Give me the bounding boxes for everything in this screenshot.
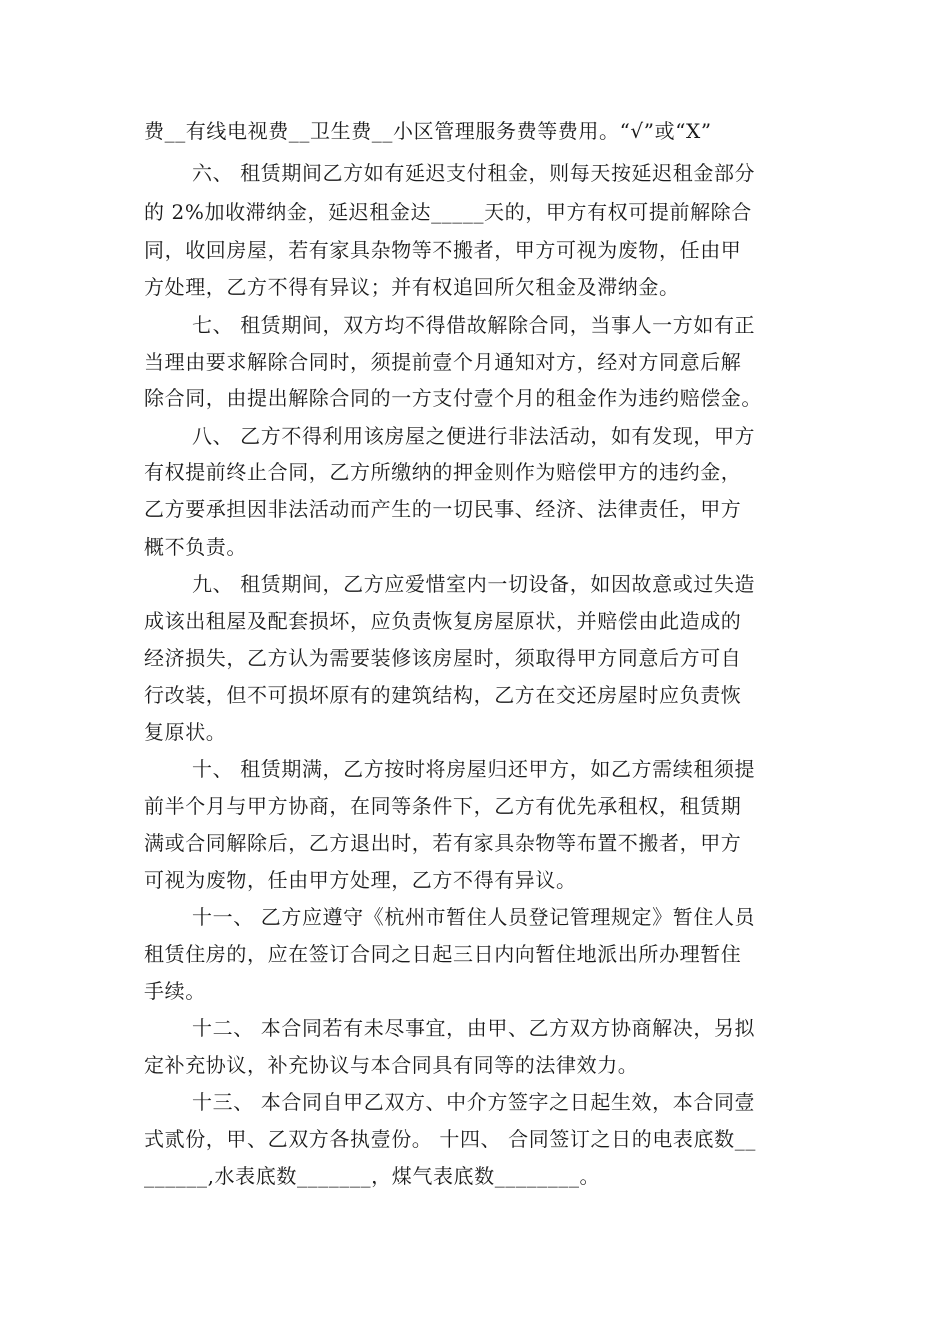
text-line: 的 2%加收滞纳金，延迟租金达_____天的，甲方有权可提前解除合 [144,200,752,224]
text-line: 式贰份，甲、乙双方各执壹份。 十四、 合同签订之日的电表底数__ [144,1127,756,1151]
text-line: 七、 租赁期间，双方均不得借故解除合同，当事人一方如有正 [192,313,756,337]
text-line: 十一、 乙方应遵守《杭州市暂住人员登记管理规定》暂住人员 [192,905,756,929]
text-line: 费__有线电视费__卫生费__小区管理服务费等费用。“√”或“X” [144,119,712,143]
text-line: 同，收回房屋，若有家具杂物等不搬者，甲方可视为废物，任由甲 [144,238,742,262]
text-line: 可视为废物，任由甲方处理，乙方不得有异议。 [144,868,577,892]
text-line: 定补充协议，补充协议与本合同具有同等的法律效力。 [144,1053,639,1077]
text-line: 乙方要承担因非法活动而产生的一切民事、经济、法律责任，甲方 [144,497,742,521]
text-line: 六、 租赁期间乙方如有延迟支付租金，则每天按延迟租金部分 [192,161,756,185]
text-line: 满或合同解除后，乙方退出时，若有家具杂物等布置不搬者，甲方 [144,831,742,855]
text-line: 十三、 本合同自甲乙双方、中介方签字之日起生效，本合同壹 [192,1090,756,1114]
text-line: 十、 租赁期满，乙方按时将房屋归还甲方，如乙方需续租须提 [192,757,756,781]
text-line: 有权提前终止合同，乙方所缴纳的押金则作为赔偿甲方的违约金， [144,460,742,484]
text-line: 经济损失，乙方认为需要装修该房屋时，须取得甲方同意后方可自 [144,646,742,670]
text-line: 前半个月与甲方协商，在同等条件下，乙方有优先承租权，租赁期 [144,794,742,818]
text-line: 方处理，乙方不得有异议；并有权追回所欠租金及滞纳金。 [144,275,680,299]
text-line: 手续。 [144,979,206,1003]
text-line: 租赁住房的，应在签订合同之日起三日内向暂住地派出所办理暂住 [144,942,742,966]
text-line: 除合同，由提出解除合同的一方支付壹个月的租金作为违约赔偿金。 [144,386,762,410]
text-line: 行改装，但不可损坏原有的建筑结构，乙方在交还房屋时应负责恢 [144,683,742,707]
text-line: 八、 乙方不得利用该房屋之便进行非法活动，如有发现，甲方 [192,424,756,448]
text-line: 概不负责。 [144,535,247,559]
text-line: 十二、 本合同若有未尽事宜，由甲、乙方双方协商解决，另拟 [192,1016,756,1040]
text-line: 当理由要求解除合同时，须提前壹个月通知对方，经对方同意后解 [144,350,742,374]
text-line: 九、 租赁期间，乙方应爱惜室内一切设备，如因故意或过失造 [192,572,756,596]
text-line: 成该出租屋及配套损坏，应负责恢复房屋原状，并赔偿由此造成的 [144,609,742,633]
text-line: ______,水表底数_______，煤气表底数________。 [144,1164,601,1188]
text-line: 复原状。 [144,720,227,744]
